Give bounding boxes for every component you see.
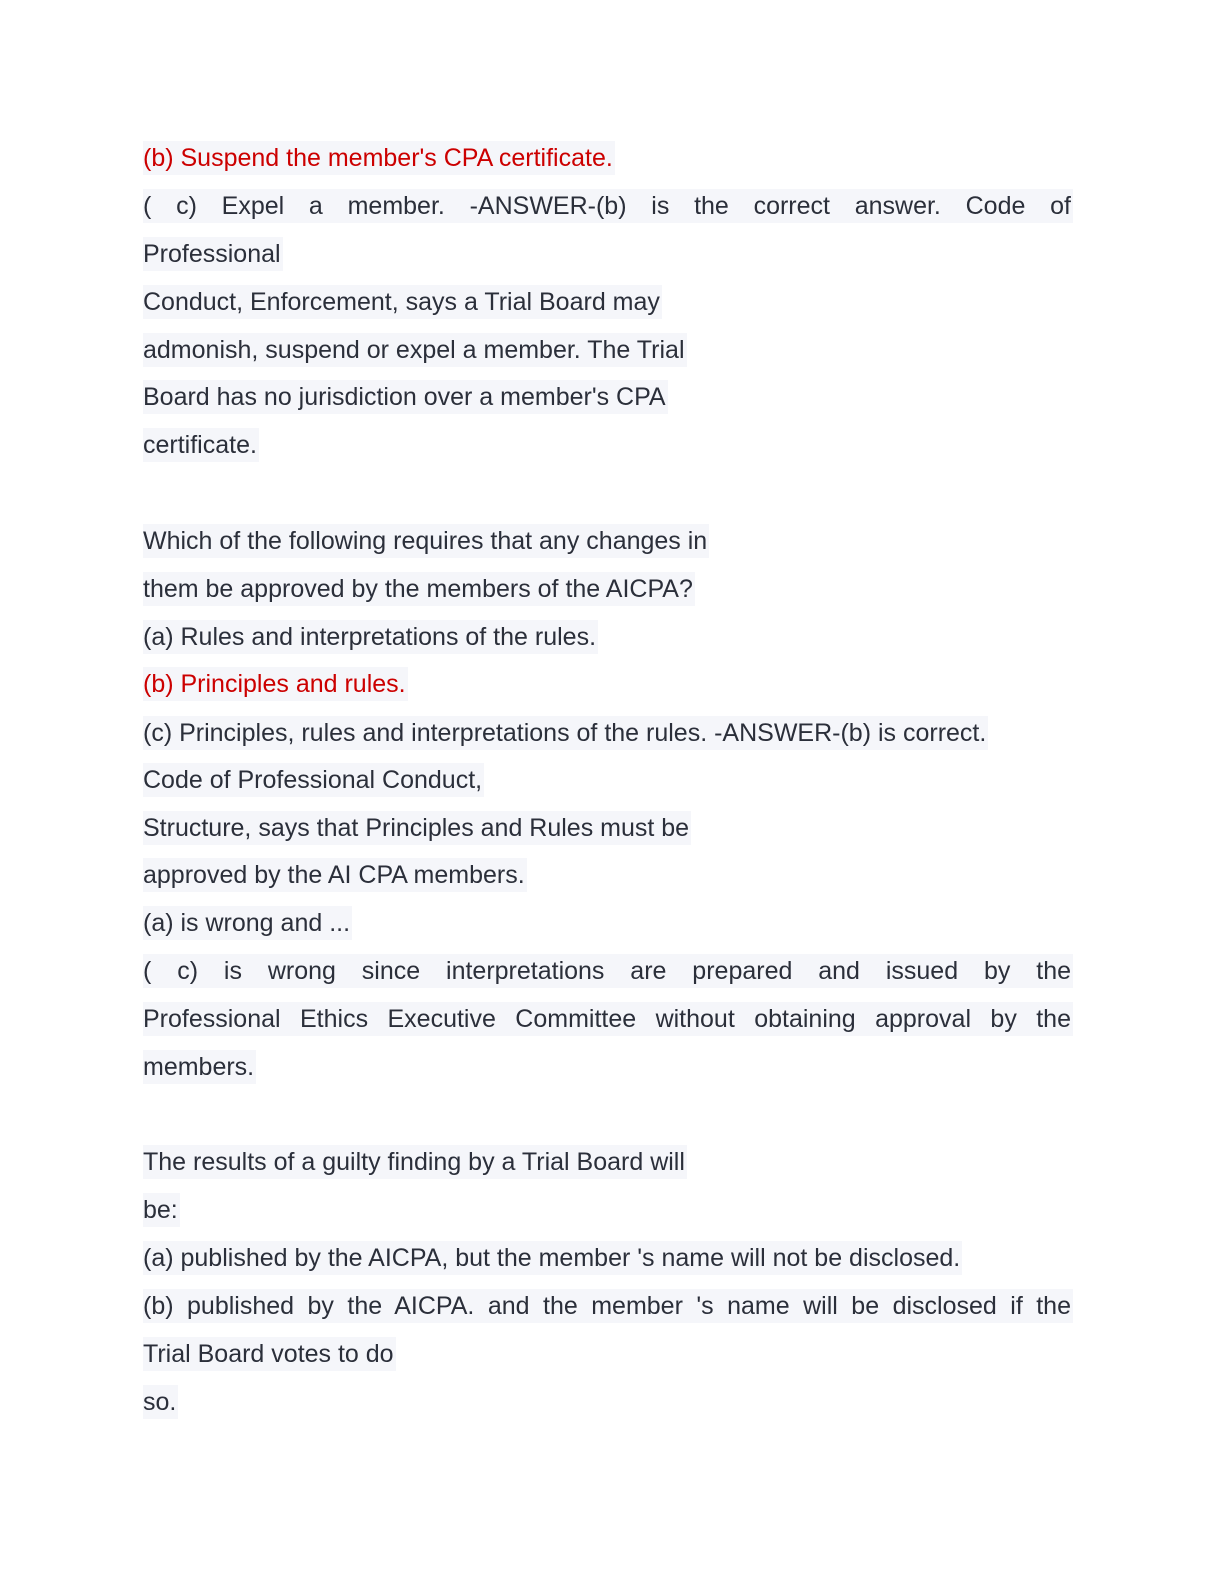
line-text: Board has no jurisdiction over a member's CPA xyxy=(143,380,668,414)
line-text: so. xyxy=(143,1385,178,1419)
text-line xyxy=(143,333,687,367)
line-text: (a) is wrong and ... xyxy=(143,906,352,940)
line-text: The results of a guilty finding by a Trial Board will xyxy=(143,1145,687,1179)
text-line xyxy=(143,380,668,414)
answer-choice-line xyxy=(143,667,408,701)
text-line xyxy=(143,1337,396,1371)
text-line xyxy=(143,763,484,797)
text-line xyxy=(143,524,709,558)
line-text: Professional Ethics Executive Committee without obtaining approval by the xyxy=(143,1002,1073,1036)
text-line xyxy=(143,1145,687,1179)
line-text: Structure, says that Principles and Rules must be xyxy=(143,811,691,845)
text-line xyxy=(143,858,527,892)
line-text: admonish, suspend or expel a member. The Trial xyxy=(143,333,687,367)
line-text: approved by the AI CPA members. xyxy=(143,858,527,892)
line-text: ( c) is wrong since interpretations are prepared and issued by the xyxy=(143,954,1073,988)
text-line xyxy=(143,428,259,462)
text-line xyxy=(143,189,1073,223)
line-text: members. xyxy=(143,1050,256,1084)
line-text: Code of Professional Conduct, xyxy=(143,763,484,797)
line-text: (b) published by the AICPA. and the member 's name will be disclosed if the xyxy=(143,1289,1073,1323)
text-line xyxy=(143,572,695,606)
line-text: Conduct, Enforcement, says a Trial Board may xyxy=(143,285,662,319)
text-line xyxy=(143,906,352,940)
text-line xyxy=(143,620,598,654)
text-line xyxy=(143,1241,962,1275)
line-text: Professional xyxy=(143,237,283,271)
line-text: be: xyxy=(143,1193,180,1227)
line-text: Which of the following requires that any changes in xyxy=(143,524,709,558)
line-text: (b) Suspend the member's CPA certificate. xyxy=(143,141,615,175)
text-line xyxy=(143,1385,178,1419)
line-text: (c) Principles, rules and interpretations of the rules. -ANSWER-(b) is correct. xyxy=(143,716,988,750)
text-line xyxy=(143,811,691,845)
text-line xyxy=(143,1193,180,1227)
line-text: (b) Principles and rules. xyxy=(143,667,408,701)
text-line xyxy=(143,285,662,319)
line-text: Trial Board votes to do xyxy=(143,1337,396,1371)
line-text: (a) Rules and interpretations of the rules. xyxy=(143,620,598,654)
text-line xyxy=(143,954,1073,988)
text-line xyxy=(143,1002,1073,1036)
line-text: (a) published by the AICPA, but the member 's name will not be disclosed. xyxy=(143,1241,962,1275)
text-line xyxy=(143,1050,256,1084)
answer-choice-line xyxy=(143,141,615,175)
line-text: them be approved by the members of the AICPA? xyxy=(143,572,695,606)
text-line xyxy=(143,1289,1073,1323)
text-line xyxy=(143,237,283,271)
line-text: ( c) Expel a member. -ANSWER-(b) is the correct answer. Code of xyxy=(143,189,1073,223)
text-line xyxy=(143,716,988,750)
line-text: certificate. xyxy=(143,428,259,462)
